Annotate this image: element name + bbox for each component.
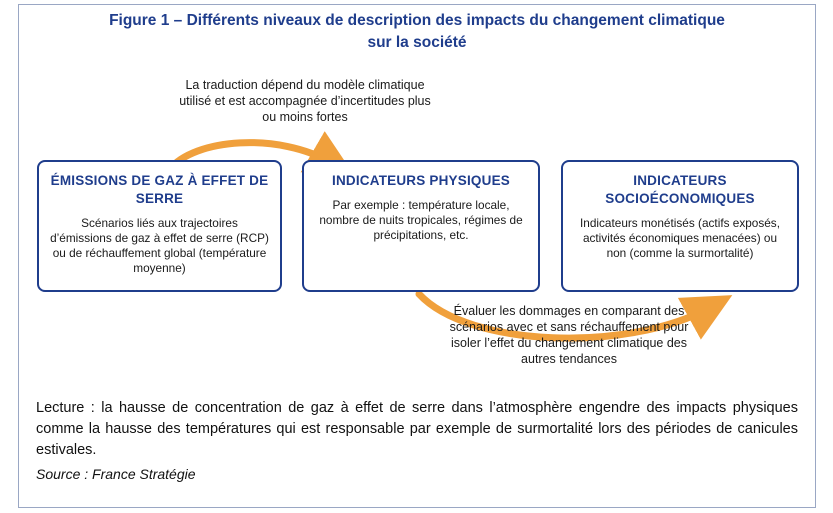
figure-caption: Lecture : la hausse de concentration de gaz à effet de serre dans l’atmosphère engendre des impacts physiques comme la hausse des températures qui est responsable par exemple de surmortalité lors des périodes de canicules estivales. — [36, 400, 798, 458]
box-socio-body: Indicateurs monétisés (actifs exposés, activités économiques menacées) ou non (comme la surmortalité) — [580, 216, 780, 260]
box-physical-indicators — [302, 160, 540, 292]
box-emissions-title: ÉMISSIONS DE GAZ À EFFET DE SERRE — [50, 173, 269, 206]
figure-title-line-1: Figure 1 – Différents niveaux de description des impacts du changement climatique — [109, 12, 725, 29]
note-bottom: Évaluer les dommages en comparant des scénarios avec et sans réchauffement pour isoler l’effet du changement climatique des autres tendances — [449, 304, 689, 366]
box-emissions — [37, 160, 282, 292]
figure-source: Source : France Stratégie — [36, 466, 196, 482]
diagram-canvas — [19, 60, 815, 400]
box-physical-body: Par exemple : température locale, nombre de nuits tropicales, régimes de précipitations, etc. — [319, 198, 523, 242]
box-physical-title: INDICATEURS PHYSIQUES — [332, 173, 510, 188]
box-emissions-body: Scénarios liés aux trajectoires d’émissions de gaz à effet de serre (RCP) ou de réchauffement global (température moyenne) — [50, 216, 269, 275]
figure-title-line-2: sur la société — [367, 34, 467, 51]
box-socio-title: INDICATEURS SOCIOÉCONOMIQUES — [605, 173, 755, 206]
note-top: La traduction dépend du modèle climatique utilisé et est accompagnée d’incertitudes plus ou moins fortes — [179, 78, 431, 124]
page-title — [50, 10, 784, 54]
box-socioeconomic-indicators — [561, 160, 799, 292]
